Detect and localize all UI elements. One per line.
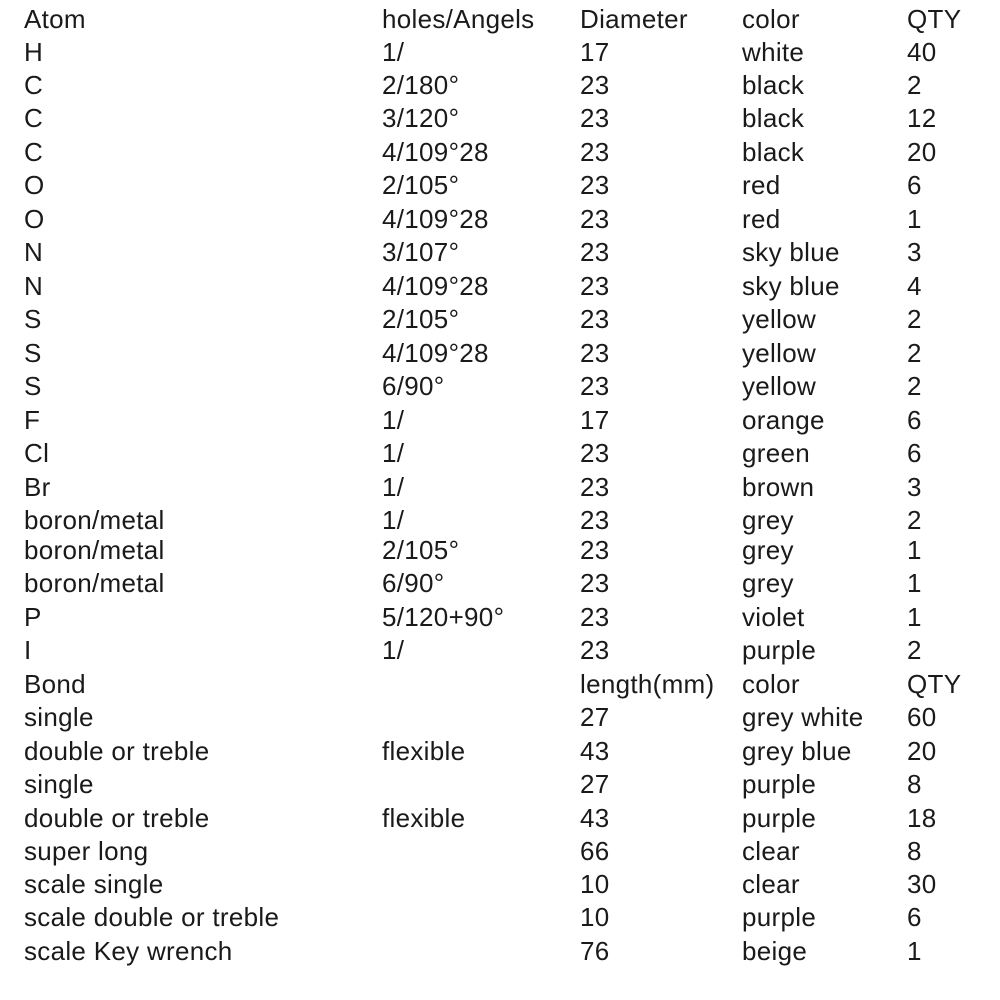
atom-holes: 1/	[382, 472, 405, 502]
atom-diameter: 23	[580, 472, 610, 502]
table-row	[0, 601, 1000, 634]
bond-qty: 8	[907, 769, 922, 799]
atom-name: O	[24, 204, 45, 234]
atom-holes: 1/	[382, 438, 405, 468]
atom-holes: 1/	[382, 37, 405, 67]
bond-color: grey blue	[742, 736, 852, 766]
atom-color: sky blue	[742, 237, 840, 267]
atom-diameter: 17	[580, 37, 610, 67]
atom-name: S	[24, 338, 42, 368]
atom-name: H	[24, 37, 44, 67]
bond-qty: 18	[907, 803, 937, 833]
table-row	[0, 802, 1000, 835]
atom-holes: 6/90°	[382, 371, 445, 401]
bond-name: scale double or treble	[24, 902, 280, 932]
atom-name: N	[24, 271, 44, 301]
atom-color: sky blue	[742, 271, 840, 301]
atom-holes: 2/180°	[382, 70, 460, 100]
bond-qty: 60	[907, 702, 937, 732]
atom-qty: 2	[907, 304, 922, 334]
bond-name: single	[24, 769, 94, 799]
header-bond: Bond	[24, 669, 86, 699]
atom-qty: 4	[907, 271, 922, 301]
atom-header-row	[0, 3, 1000, 36]
atom-diameter: 23	[580, 70, 610, 100]
atom-name: boron/metal	[24, 568, 165, 598]
atom-qty: 12	[907, 103, 937, 133]
atom-color: yellow	[742, 304, 817, 334]
atom-holes: 2/105°	[382, 304, 460, 334]
atom-diameter: 23	[580, 505, 610, 535]
table-row	[0, 404, 1000, 437]
atom-color: violet	[742, 602, 805, 632]
atom-qty: 6	[907, 438, 922, 468]
table-row	[0, 303, 1000, 336]
atom-diameter: 23	[580, 535, 610, 565]
atom-diameter: 23	[580, 271, 610, 301]
atom-color: brown	[742, 472, 815, 502]
atom-holes: 1/	[382, 505, 405, 535]
table-row	[0, 835, 1000, 868]
table-row	[0, 701, 1000, 734]
atom-holes: 3/107°	[382, 237, 460, 267]
bond-length: 10	[580, 902, 610, 932]
atom-color: grey	[742, 505, 794, 535]
atom-color: yellow	[742, 338, 817, 368]
atom-name: N	[24, 237, 44, 267]
atom-holes: 6/90°	[382, 568, 445, 598]
atom-name: boron/metal	[24, 535, 165, 565]
bond-qty: 8	[907, 836, 922, 866]
table-row	[0, 136, 1000, 169]
atom-name: C	[24, 137, 44, 167]
atom-name: Cl	[24, 438, 50, 468]
table-row	[0, 735, 1000, 768]
atom-color: green	[742, 438, 810, 468]
atom-color: orange	[742, 405, 825, 435]
atom-qty: 3	[907, 472, 922, 502]
atom-diameter: 23	[580, 137, 610, 167]
header-holes-angles: holes/Angels	[382, 4, 535, 34]
atom-holes: 4/109°28	[382, 271, 489, 301]
atom-qty: 2	[907, 505, 922, 535]
atom-holes: 4/109°28	[382, 137, 489, 167]
header-atom: Atom	[24, 4, 86, 34]
header-color: color	[742, 4, 800, 34]
atom-diameter: 23	[580, 568, 610, 598]
atom-diameter: 23	[580, 170, 610, 200]
atom-diameter: 23	[580, 371, 610, 401]
bond-color: purple	[742, 803, 817, 833]
atom-color: grey	[742, 568, 794, 598]
atom-diameter: 23	[580, 438, 610, 468]
atom-color: yellow	[742, 371, 817, 401]
atom-holes: 4/109°28	[382, 338, 489, 368]
bond-color: purple	[742, 902, 817, 932]
bond-length: 10	[580, 869, 610, 899]
atom-diameter: 23	[580, 338, 610, 368]
table-row	[0, 337, 1000, 370]
atom-color: red	[742, 170, 781, 200]
table-row	[0, 768, 1000, 801]
header-length: length(mm)	[580, 669, 715, 699]
atom-name: boron/metal	[24, 505, 165, 535]
atom-name: O	[24, 170, 45, 200]
atom-holes: 3/120°	[382, 103, 460, 133]
bond-header-row	[0, 668, 1000, 701]
bond-name: double or treble	[24, 736, 210, 766]
bond-qty: 6	[907, 902, 922, 932]
atom-diameter: 17	[580, 405, 610, 435]
atom-diameter: 23	[580, 304, 610, 334]
bond-color: beige	[742, 936, 808, 966]
table-row	[0, 868, 1000, 901]
table-row	[0, 69, 1000, 102]
atom-qty: 1	[907, 535, 922, 565]
atom-diameter: 23	[580, 204, 610, 234]
atom-name: P	[24, 602, 42, 632]
table-row	[0, 634, 1000, 667]
atom-name: C	[24, 70, 44, 100]
bond-name: super long	[24, 836, 149, 866]
atom-qty: 2	[907, 70, 922, 100]
bond-name: single	[24, 702, 94, 732]
header-bond-qty: QTY	[907, 669, 962, 699]
atom-name: F	[24, 405, 41, 435]
table-row	[0, 370, 1000, 403]
atom-qty: 6	[907, 405, 922, 435]
table-row	[0, 901, 1000, 934]
atom-holes: 4/109°28	[382, 204, 489, 234]
table-row	[0, 270, 1000, 303]
bond-length: 76	[580, 936, 610, 966]
bond-name: scale Key wrench	[24, 936, 233, 966]
atom-qty: 3	[907, 237, 922, 267]
atom-color: black	[742, 137, 805, 167]
atom-name: S	[24, 371, 42, 401]
table-row	[0, 437, 1000, 470]
atom-qty: 20	[907, 137, 937, 167]
bond-type: flexible	[382, 736, 466, 766]
atom-qty: 2	[907, 371, 922, 401]
atom-diameter: 23	[580, 602, 610, 632]
atom-qty: 2	[907, 635, 922, 665]
bond-qty: 30	[907, 869, 937, 899]
atom-color: grey	[742, 535, 794, 565]
atom-qty: 1	[907, 602, 922, 632]
table-row	[0, 102, 1000, 135]
bond-qty: 1	[907, 936, 922, 966]
bond-length: 43	[580, 736, 610, 766]
atom-holes: 2/105°	[382, 170, 460, 200]
bond-name: scale single	[24, 869, 164, 899]
bond-length: 27	[580, 769, 610, 799]
atom-name: I	[24, 635, 32, 665]
atom-color: white	[742, 37, 805, 67]
bond-qty: 20	[907, 736, 937, 766]
header-qty: QTY	[907, 4, 962, 34]
atom-color: black	[742, 70, 805, 100]
bond-name: double or treble	[24, 803, 210, 833]
atom-qty: 40	[907, 37, 937, 67]
atom-qty: 6	[907, 170, 922, 200]
table-row	[0, 534, 1000, 567]
table-row	[0, 504, 1000, 537]
table-row	[0, 236, 1000, 269]
bond-length: 66	[580, 836, 610, 866]
atom-color: red	[742, 204, 781, 234]
header-bond-color: color	[742, 669, 800, 699]
atom-holes: 1/	[382, 405, 405, 435]
atom-qty: 1	[907, 568, 922, 598]
atom-name: Br	[24, 472, 51, 502]
atom-color: black	[742, 103, 805, 133]
bond-color: clear	[742, 836, 800, 866]
bond-color: grey white	[742, 702, 864, 732]
table-row	[0, 203, 1000, 236]
bond-color: clear	[742, 869, 800, 899]
atom-holes: 5/120+90°	[382, 602, 505, 632]
table-row	[0, 36, 1000, 69]
bond-length: 27	[580, 702, 610, 732]
atom-name: C	[24, 103, 44, 133]
table-row	[0, 935, 1000, 968]
atom-color: purple	[742, 635, 817, 665]
atom-diameter: 23	[580, 635, 610, 665]
table-row	[0, 169, 1000, 202]
bond-length: 43	[580, 803, 610, 833]
atom-qty: 1	[907, 204, 922, 234]
atom-holes: 2/105°	[382, 535, 460, 565]
atom-holes: 1/	[382, 635, 405, 665]
atom-qty: 2	[907, 338, 922, 368]
table-row	[0, 471, 1000, 504]
atom-name: S	[24, 304, 42, 334]
bond-type: flexible	[382, 803, 466, 833]
bond-color: purple	[742, 769, 817, 799]
table-row	[0, 567, 1000, 600]
atom-diameter: 23	[580, 237, 610, 267]
atom-diameter: 23	[580, 103, 610, 133]
header-diameter: Diameter	[580, 4, 688, 34]
